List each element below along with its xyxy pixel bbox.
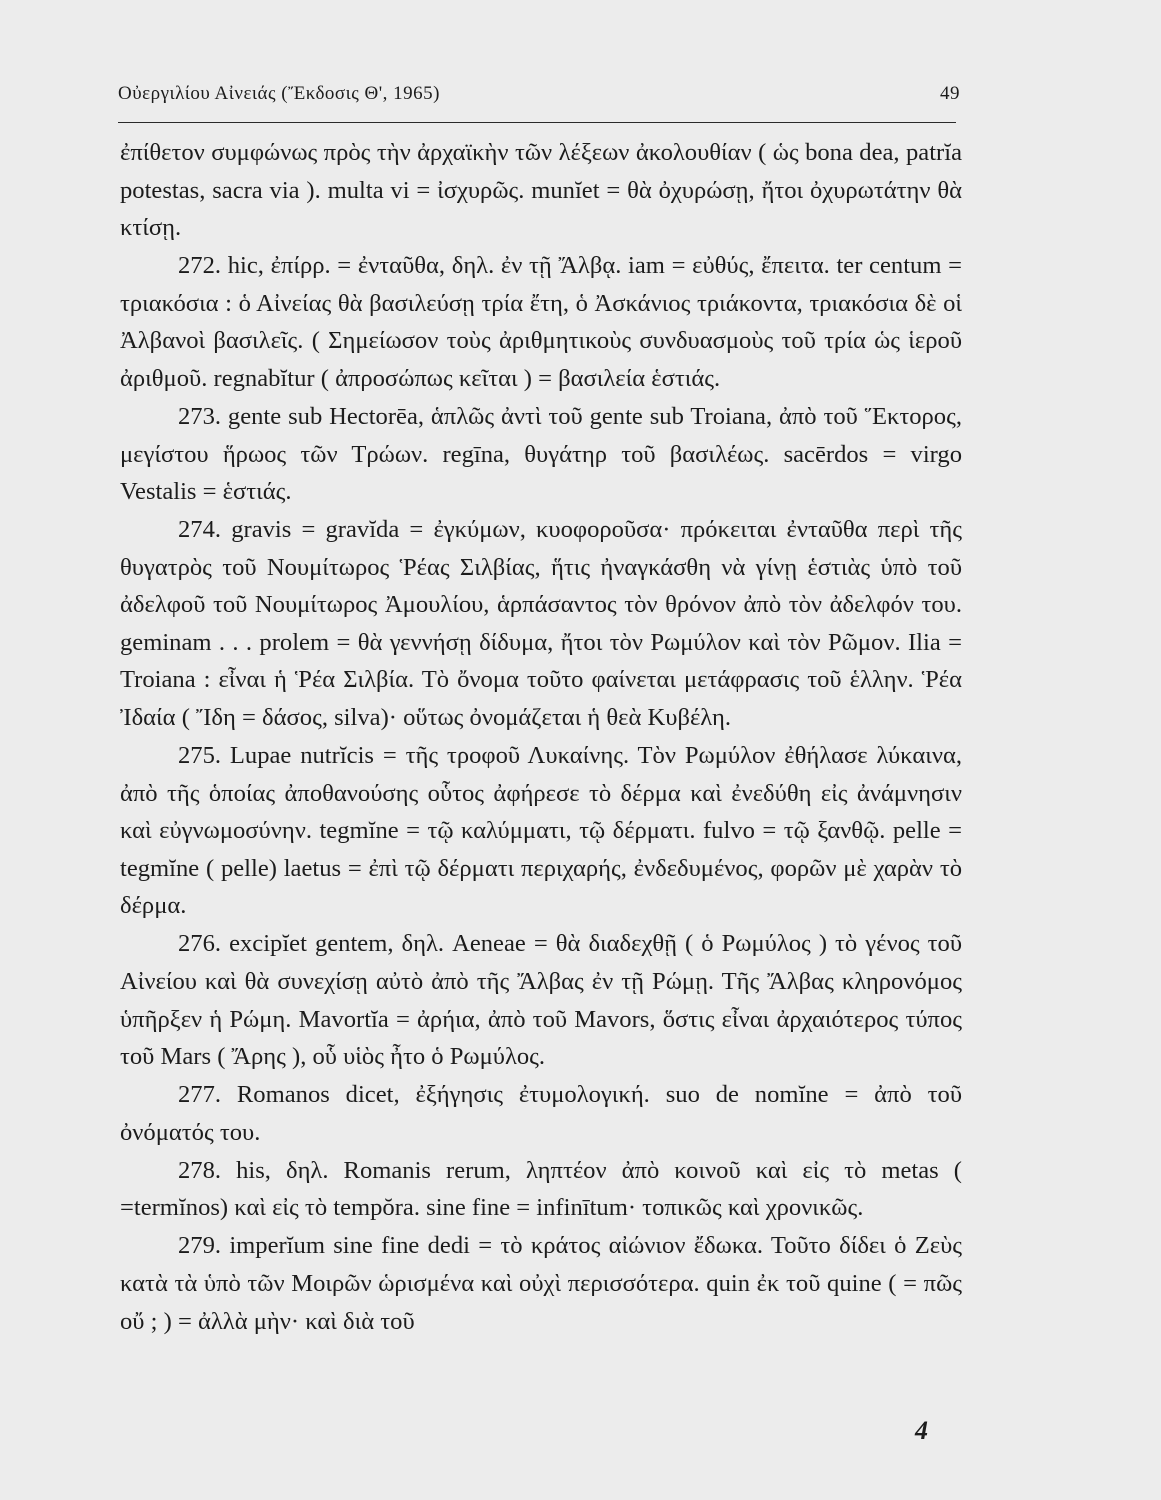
running-title: Οὐεργιλίου Αἰνειάς (Ἔκδοσις Θ', 1965): [118, 83, 440, 104]
paragraph-272: [120, 247, 962, 397]
paragraph-text: 278. his, δηλ. Romanis rerum, ληπτέον ἀπὸ κοινοῦ καὶ εἰς τὸ metas ( =termĭnos) καὶ εἰς τὸ tempŏra. sine fine = infinītum· τοπικῶς καὶ χρονικῶς.: [120, 1156, 962, 1222]
paragraph-278: [120, 1152, 962, 1227]
paragraph-276: [120, 925, 962, 1075]
paragraph-text: 277. Romanos dicet, ἐξήγησις ἐτυμολογική. suo de nomĭne = ἀπὸ τοῦ ὀνόματός του.: [120, 1081, 962, 1146]
signature-mark: 4: [915, 1416, 928, 1445]
page-number: 49: [940, 83, 960, 104]
paragraph-text: ἐπίθετον συμφώνως πρὸς τὴν ἀρχαϊκὴν τῶν λέξεων ἀκολουθίαν ( ὡς bona dea, patrĭa potestas, sacra via ). multa vi = ἰσχυρῶς. munĭet = θὰ ὀχυρώσῃ, ἤτοι ὀχυρωτάτην θὰ κτίσῃ.: [120, 139, 962, 242]
running-header: [118, 83, 960, 105]
header-rule: [118, 122, 956, 123]
paragraph-279: [120, 1227, 962, 1340]
paragraph-text: 274. gravis = gravĭda = ἐγκύμων, κυοφοροῦσα· πρόκειται ἐνταῦθα περὶ τῆς θυγατρὸς τοῦ Νουμίτωρος Ῥέας Σιλβίας, ἥτις ἠναγκάσθη νὰ γίνῃ ἑστιὰς ὑπὸ τοῦ ἀδελφοῦ τοῦ Νουμίτωρος Ἀμουλίου, ἁρπάσαντος τὸν θρόνον ἀπὸ τὸν ἀδελφόν του. geminam . . . prolem = θὰ γεννήσῃ δίδυμα, ἤτοι τὸν Ρωμύλον καὶ τὸν Ρῶμον. Ilia = Troiana : εἶναι ἡ Ῥέα Σιλβία. Τὸ ὄνομα τοῦτο φαίνεται μετάφρασις τοῦ ἑλλην. Ῥέα Ἰδαία ( Ἴδη = δάσος, silva)· οὕτως ὀνομάζεται ἡ θεὰ Κυβέλη.: [120, 516, 962, 732]
paragraph-text: 275. Lupae nutrĭcis = τῆς τροφοῦ Λυκαίνης. Τὸν Ρωμύλον ἐθήλασε λύκαινα, ἀπὸ τῆς ὁποίας ἀποθανούσης οὗτος ἀφήρεσε τὸ δέρμα καὶ ἐνεδύθη εἰς ἀνάμνησιν καὶ εὐγνωμοσύνην. tegmĭne = τῷ καλύμματι, τῷ δέρματι. fulvo = τῷ ξανθῷ. pelle = tegmĭne ( pelle) laetus = ἐπὶ τῷ δέρματι περιχαρής, ἐνδεδυμένος, φορῶν μὲ χαρὰν τὸ δέρμα.: [120, 742, 962, 920]
paragraph-275: [120, 737, 962, 925]
paragraph-text: 276. excipĭet gentem, δηλ. Aeneae = θὰ διαδεχθῇ ( ὁ Ρωμύλος ) τὸ γένος τοῦ Αἰνείου καὶ θὰ συνεχίσῃ αὐτὸ ἀπὸ τῆς Ἄλβας ἐν τῇ Ρώμῃ. Τῆς Ἄλβας κληρονόμος ὑπῆρξεν ἡ Ρώμη. Mavortĭa = ἀρήια, ἀπὸ τοῦ Mavors, ὅστις εἶναι ἀρχαιότερος τύπος τοῦ Mars ( Ἄρης ), οὗ υἱὸς ἦτο ὁ Ρωμύλος.: [120, 930, 962, 1071]
paragraph-273: [120, 398, 962, 511]
paragraph-274: [120, 511, 962, 737]
paragraph-text: 279. imperĭum sine fine dedi = τὸ κράτος αἰώνιον ἔδωκα. Τοῦτο δίδει ὁ Ζεὺς κατὰ τὰ ὑπὸ τῶν Μοιρῶν ὡρισμένα καὶ οὐχὶ περισσότερα. quin ἐκ τοῦ quine ( = πῶς οὔ ; ) = ἀλλὰ μὴν· καὶ διὰ τοῦ: [120, 1232, 962, 1335]
paragraph-text: 272. hic, ἐπίρρ. = ἐνταῦθα, δηλ. ἐν τῇ Ἄλβᾳ. iam = εὐθύς, ἔπειτα. ter centum = τριακόσια : ὁ Αἰνείας θὰ βασιλεύσῃ τρία ἔτη, ὁ Ἀσκάνιος τριάκοντα, τριακόσια δὲ οἱ Ἀλβανοὶ βασιλεῖς. ( Σημείωσον τοὺς ἀριθμητικοὺς συνδυασμοὺς τοῦ τρία ὡς ἱεροῦ ἀριθμοῦ. regnabĭtur ( ἀπροσώπως κεῖται ) = βασιλεία ἑστιάς.: [120, 252, 962, 392]
paragraph-text: 273. gente sub Hectorēa, ἁπλῶς ἀντὶ τοῦ gente sub Troiana, ἀπὸ τοῦ Ἕκτορος, μεγίστου ἥρωος τῶν Τρώων. regīna, θυγάτηρ τοῦ βασιλέως. sacērdos = virgo Vestalis = ἑστιάς.: [120, 402, 962, 506]
paragraph-277: [120, 1076, 962, 1151]
paragraph-continuation: [120, 134, 962, 247]
commentary-text: [120, 134, 962, 1341]
